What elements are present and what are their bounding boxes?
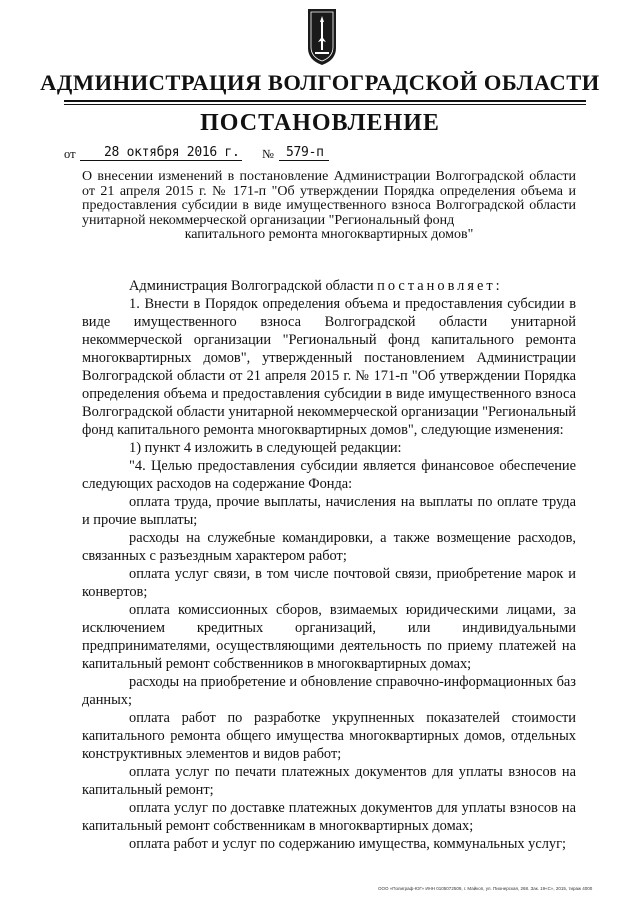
- document-number: 579-п: [286, 145, 324, 160]
- paragraph: оплата работ по разработке укрупненных показателей стоимости капитального ремонта общего имущества многоквартирных домов, отдельных конструктивных элементов и видов работ;: [82, 710, 576, 762]
- paragraph: оплата труда, прочие выплаты, начисления на выплаты по оплате труда и прочие выплаты;: [82, 494, 576, 528]
- preamble: [82, 277, 576, 295]
- date-underline: [80, 160, 242, 161]
- document-body: [82, 277, 576, 853]
- paragraph: оплата услуг связи, в том числе почтовой связи, приобретение марок и конвертов;: [82, 566, 576, 600]
- document-meta: [0, 143, 640, 163]
- paragraph: оплата работ и услуг по содержанию имущества, коммунальных услуг;: [129, 836, 567, 852]
- preamble-text: Администрация Волгоградской области: [129, 278, 374, 294]
- document-date: 28 октября 2016 г.: [104, 145, 240, 160]
- header-rule-thin: [64, 104, 586, 105]
- paragraph: оплата услуг по печати платежных документов для уплаты взносов на капитальный ремонт;: [82, 764, 576, 798]
- from-label: от: [64, 147, 76, 161]
- document-subject: [82, 170, 576, 243]
- paragraph: расходы на приобретение и обновление справочно-информационных баз данных;: [82, 674, 576, 708]
- document-type-title: ПОСТАНОВЛЕНИЕ: [200, 110, 440, 136]
- header-rule-thick: [64, 100, 586, 102]
- paragraph: "4. Целью предоставления субсидии является финансовое обеспечение следующих расходов на содержание Фонда:: [82, 458, 576, 492]
- subject-text-end: капитального ремонта многоквартирных домов": [184, 227, 474, 242]
- organization-title: АДМИНИСТРАЦИЯ ВОЛГОГРАДСКОЙ ОБЛАСТИ: [40, 70, 600, 95]
- paragraph: оплата услуг по доставке платежных документов для уплаты взносов на капитальный ремонт собственникам в многоквартирных домах;: [82, 800, 576, 834]
- paragraph: 1. Внести в Порядок определения объема и предоставления субсидии в виде имущественного взноса Волгоградской области унитарной некоммерческой организации "Региональный фонд капитального ремонта многоквартирных домов", утвержденный постановлением Администрации Волгоградской области от 21 апреля 2015 г. № 171-п "Об утверждении Порядка определения объема и предоставления субсидии в виде имущественного взноса Волгоградской области унитарной некоммерческой организации "Региональный фонд капитального ремонта многоквартирных домов", следующие изменения:: [82, 296, 576, 438]
- preamble-verb: постановляет:: [377, 278, 503, 294]
- paragraph: оплата комиссионных сборов, взимаемых юридическими лицами, за исключением кредитных организаций, или индивидуальными предпринимателями, осуществляющими деятельность по приему платежей на капитальный ремонт собственников в многоквартирных домах;: [82, 602, 576, 672]
- paragraph: 1) пункт 4 изложить в следующей редакции:: [129, 440, 402, 456]
- number-underline: [279, 160, 329, 161]
- subject-text: О внесении изменений в постановление Администрации Волгоградской области от 21 апреля 2015 г. № 171-п "Об утверждении Порядка определения объема и предоставления субсидии в виде имущественного взноса Волгоградской области унитарной некоммерческой организации "Региональный фонд: [82, 169, 576, 228]
- number-label: №: [262, 147, 274, 161]
- coat-of-arms-icon: [307, 8, 337, 66]
- paragraph: расходы на служебные командировки, а также возмещение расходов, связанных с разъездным характером работ;: [82, 530, 576, 564]
- print-imprint: ООО «Полиграф-ЮГ» ИНН 0105072509, г. Майкоп, ул. Пионерская, 268. Зак. 19«С», 2015, тираж 4000: [378, 886, 593, 891]
